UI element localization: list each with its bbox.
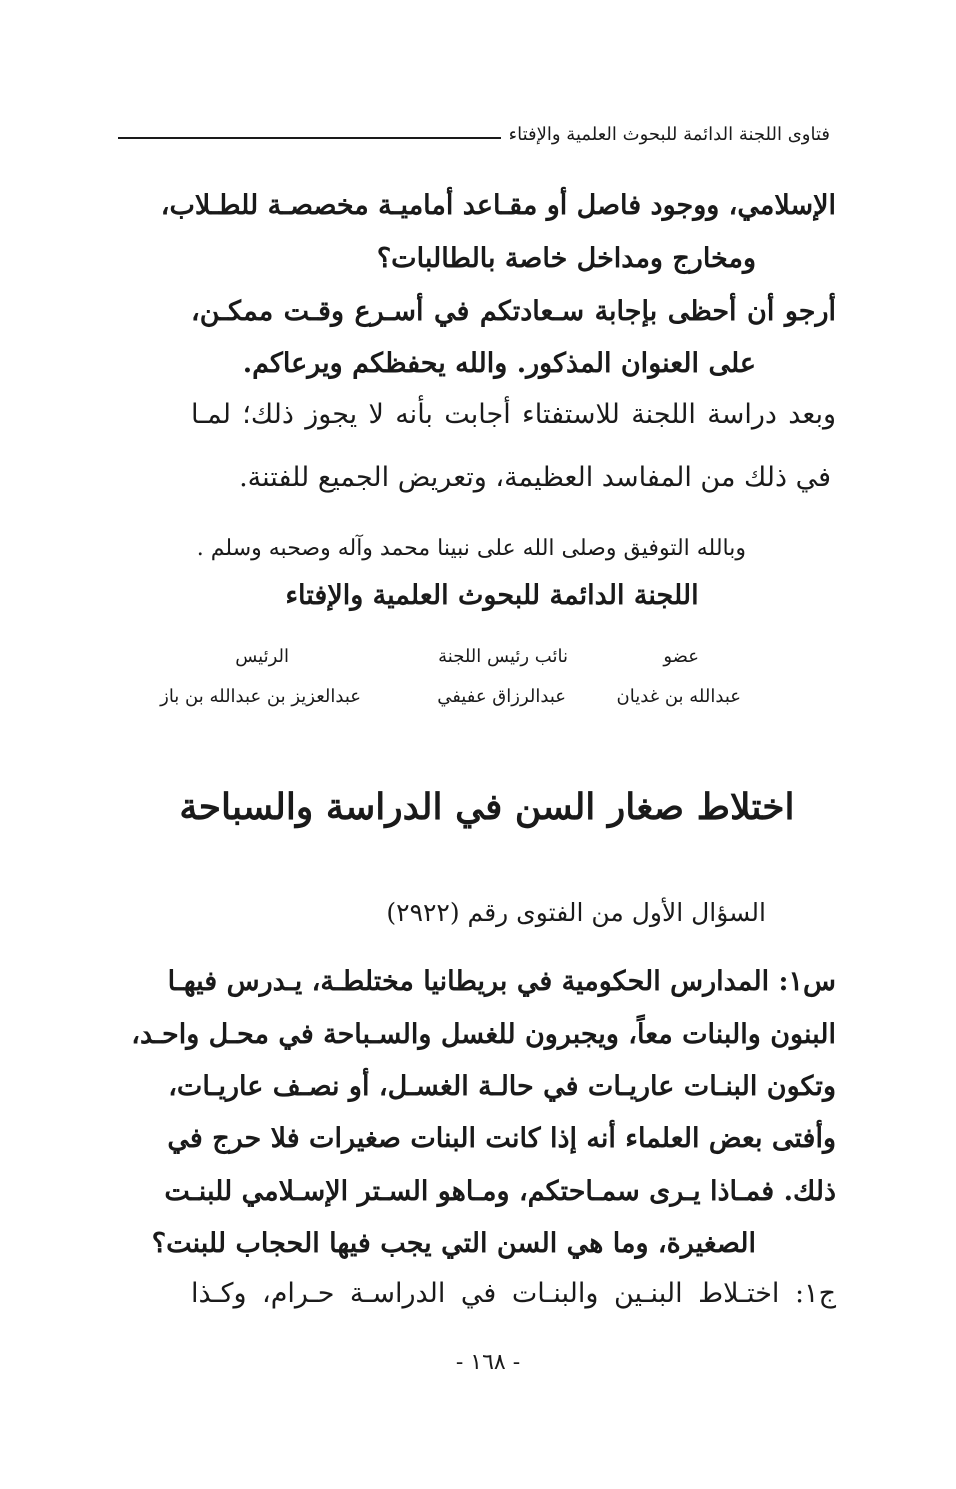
question-label: السؤال الأول من الفتوى رقم (٢٩٢٢) [386, 898, 766, 927]
closing-formula: وبالله التوفيق وصلى الله على نبينا محمد وآله وصحبه وسلم . [196, 536, 746, 561]
question-continuation-line-1: الإسلامي، ووجود فاصل أو مقـاعد أماميـة مخصصـة للطـلاب، [160, 190, 836, 221]
answer-line-2: في ذلك من المفاسد العظيمة، وتعريض الجميع للفتنة. [239, 462, 831, 493]
running-title: فتاوى اللجنة الدائمة للبحوث العلمية والإفتاء [501, 124, 830, 145]
question-continuation-line-4: على العنوان المذكور. والله يحفظكم ويرعاكم. [242, 348, 756, 379]
question-line-6: الصغيرة، وما هي السن التي يجب فيها الحجاب للبنت؟ [151, 1228, 756, 1259]
signatory-role-vice-president: نائب رئيس اللجنة [438, 646, 568, 667]
answer-start-line: ج١: اختـلاط البنـين والبنـات في الدراسـة حـرام، وكـذا [191, 1278, 836, 1309]
signatory-name-member: عبدالله بن غديان [616, 686, 741, 707]
signatory-role-member: عضو [663, 646, 699, 667]
signatory-name-vice-president: عبدالرزاق عفيفي [437, 686, 566, 707]
question-line-3: وتكون البنـات عاريـات في حالـة الغسـل، أو نصـف عاريـات، [168, 1071, 836, 1102]
signatory-role-president: الرئيس [235, 646, 289, 667]
section-title: اختلاط صغار السن في الدراسة والسباحة [179, 786, 795, 828]
question-line-5: ذلك. فمـاذا يـرى سمـاحتكم، ومـاهو السـتر الإسـلامي للبنـت [164, 1176, 836, 1207]
question-line-2: البنون والبنات معاً، ويجبرون للغسل والسـباحة في محـل واحـد، [131, 1019, 836, 1050]
question-continuation-line-3: أرجو أن أحظى بإجابة سـعادتكم في أسـرع وقـت ممكـن، [191, 296, 836, 327]
question-line-4: وأفتى بعض العلماء أنه إذا كانت البنات صغيرات فلا حرج في [167, 1123, 836, 1154]
running-header [118, 118, 830, 154]
question-line-1: س١: المدارس الحكومية في بريطانيا مختلطـة، يـدرس فيهـا [167, 966, 836, 997]
answer-line-1: وبعد دراسة اللجنة للاستفتاء أجابت بأنه لا يجوز ذلك؛ لمـا [191, 399, 836, 430]
page-number: - ١٦٨ - [455, 1350, 521, 1375]
question-continuation-line-2: ومخارج ومداخل خاصة بالطالبات؟ [376, 243, 756, 274]
committee-name: اللجنة الدائمة للبحوث العلمية والإفتاء [285, 580, 699, 611]
signatory-name-president: عبدالعزيز بن عبدالله بن باز [160, 686, 361, 707]
